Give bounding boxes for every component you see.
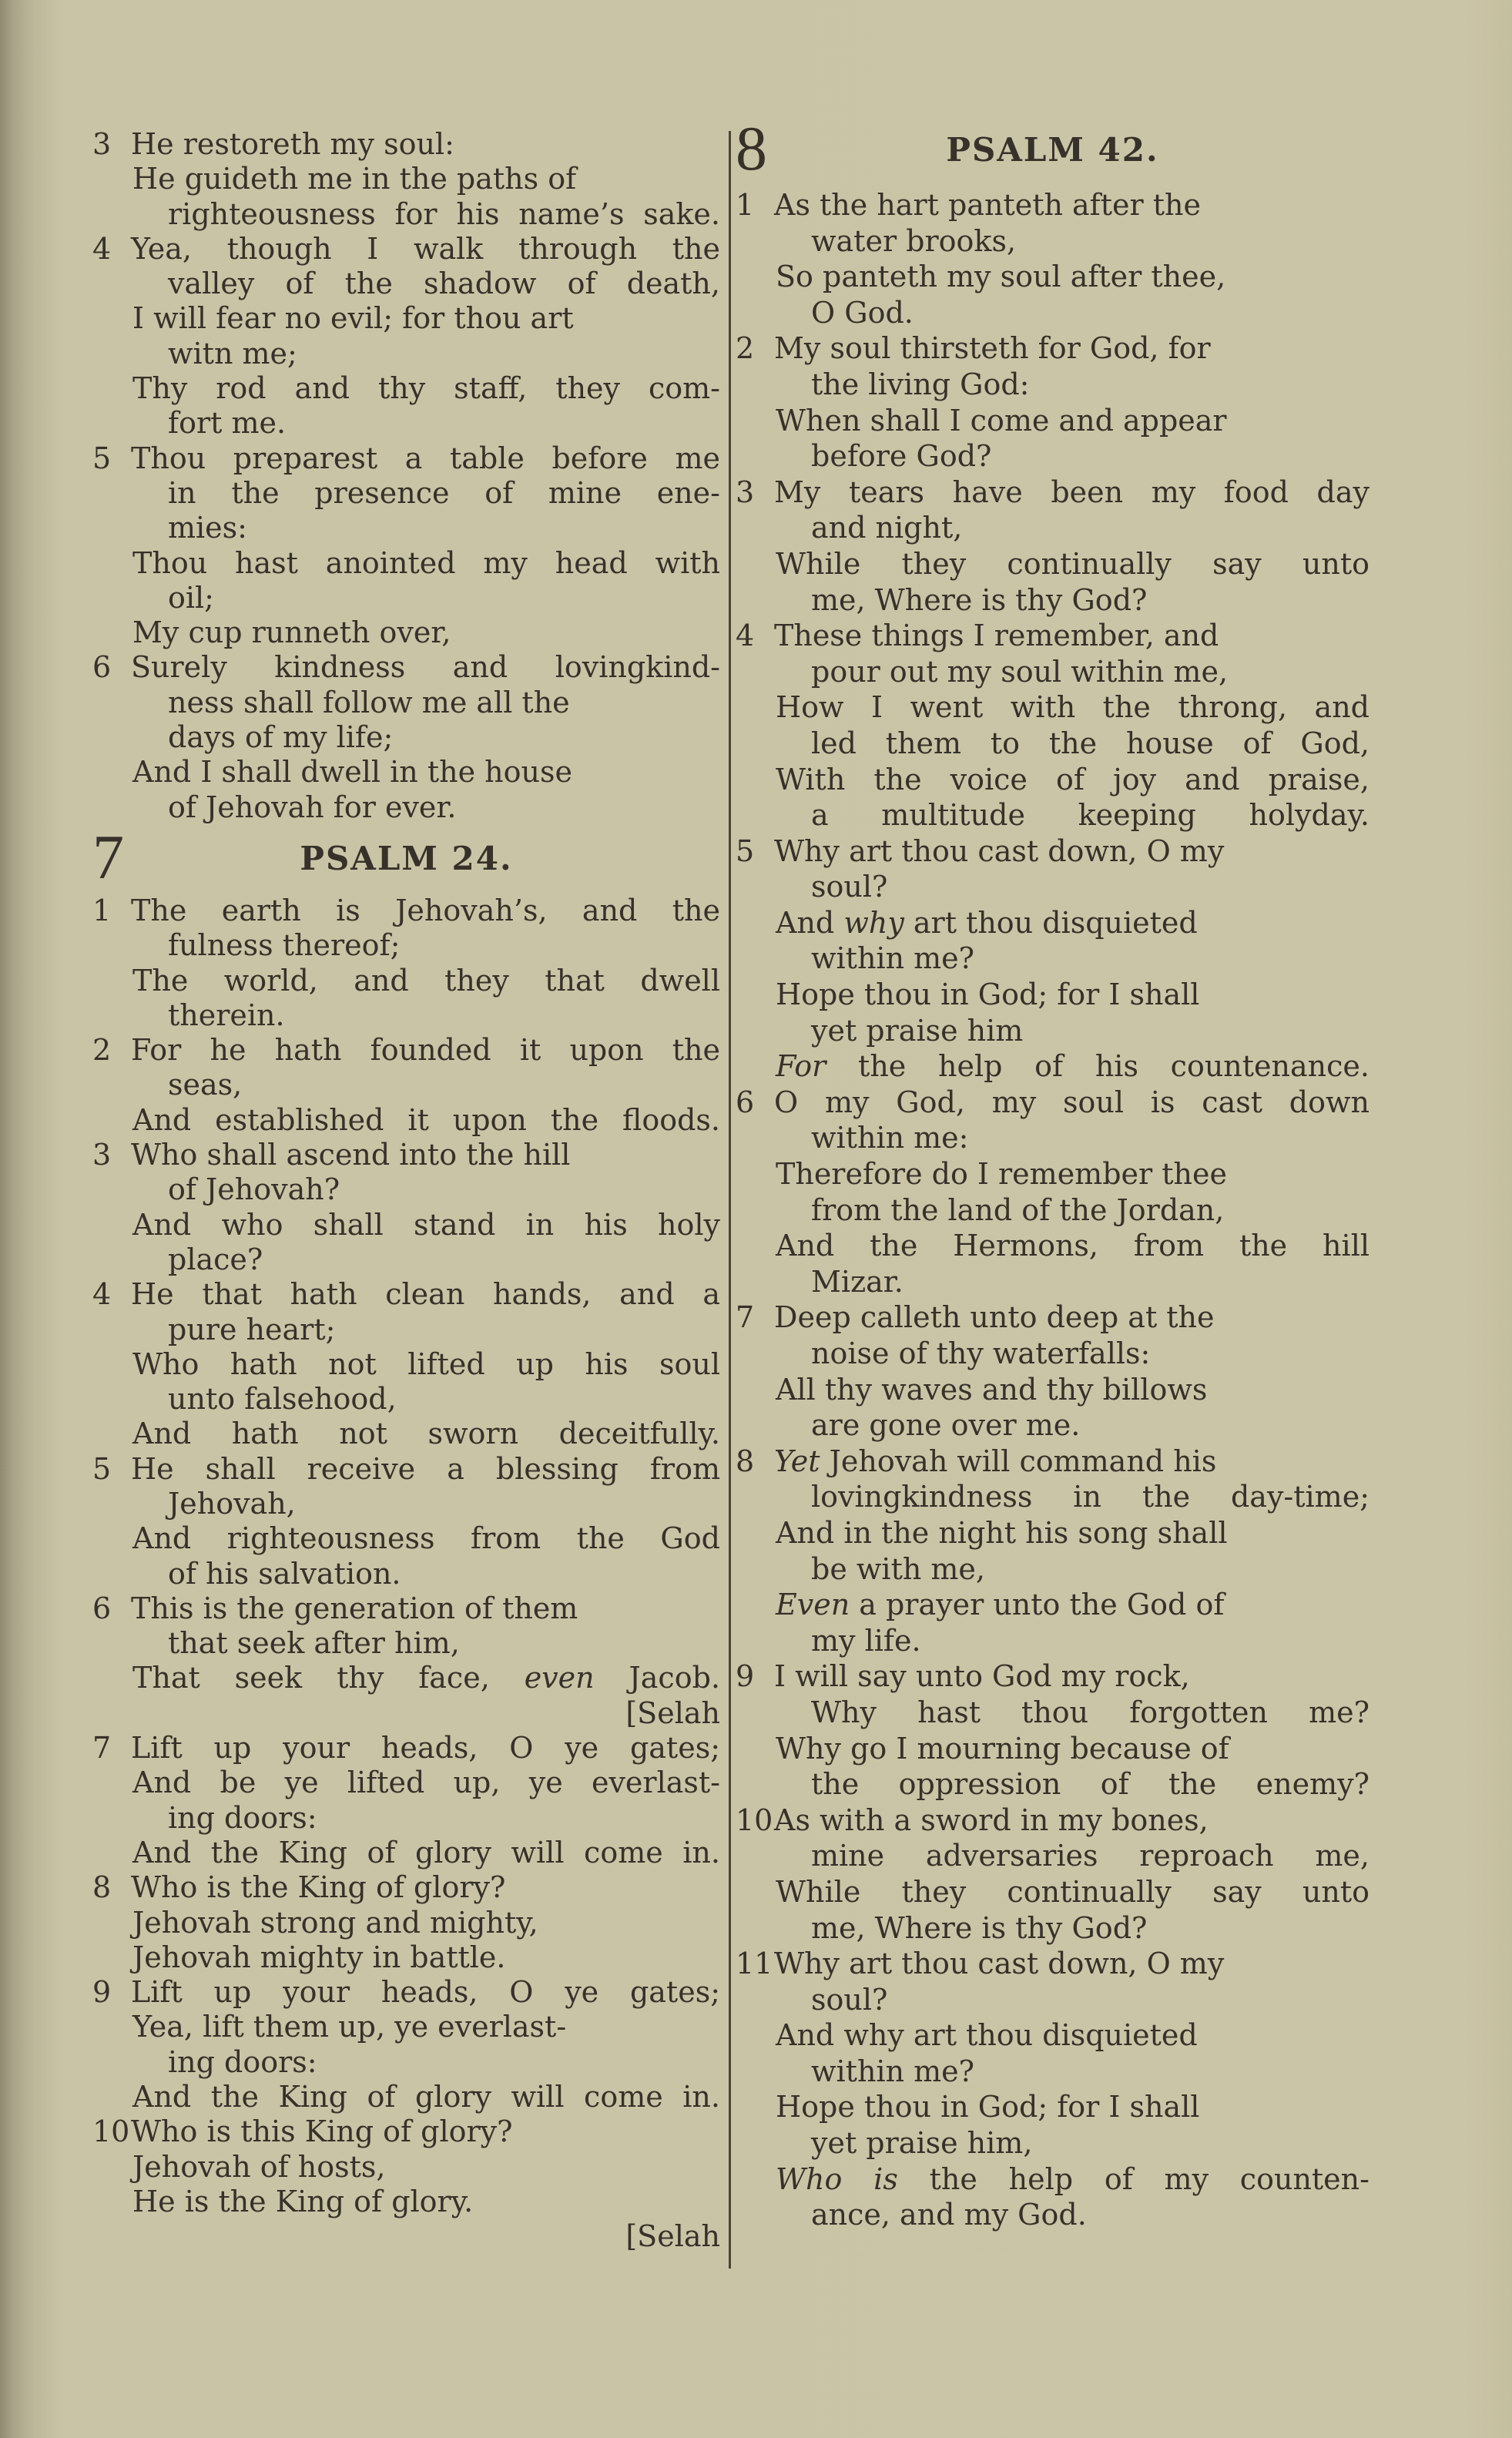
verse-text: O my God, my soul is cast down bbox=[774, 1085, 1370, 1119]
verse-line bbox=[736, 689, 1370, 726]
selah-mark bbox=[92, 1696, 720, 1731]
verse-text: Jehovah, bbox=[168, 1486, 296, 1521]
verse-text: And the Hermons, from the hill bbox=[776, 1229, 1370, 1263]
verse-text: When shall I come and appear bbox=[776, 403, 1227, 438]
verse-line bbox=[92, 1557, 720, 1591]
verse-line bbox=[92, 1033, 720, 1068]
verse-line bbox=[92, 2045, 720, 2080]
verse-line bbox=[92, 2150, 720, 2185]
psalm-heading bbox=[736, 113, 1370, 187]
verse-text bbox=[776, 906, 1198, 940]
verse-number: 9 bbox=[736, 1659, 755, 1694]
verse-line bbox=[92, 476, 720, 511]
right-column bbox=[736, 113, 1370, 2233]
verse-line bbox=[736, 1658, 1370, 1695]
verse-text: So panteth my soul after thee, bbox=[776, 260, 1226, 294]
verse-text: Why art thou cast down, O my bbox=[774, 833, 1225, 868]
verse-line bbox=[92, 2185, 720, 2219]
verse-text: All thy waves and thy billows bbox=[776, 1372, 1208, 1407]
verse-text bbox=[774, 1444, 1216, 1478]
verse-text: pour out my soul within me, bbox=[811, 654, 1229, 689]
verse-text: As with a sword in my bones, bbox=[774, 1803, 1209, 1837]
text-segment: Yet bbox=[774, 1444, 820, 1478]
verse-number: 5 bbox=[92, 441, 112, 475]
verse-line bbox=[92, 2114, 720, 2149]
verse-line bbox=[736, 1479, 1370, 1515]
verse-text: With the voice of joy and praise, bbox=[776, 762, 1370, 796]
verse-text: And I shall dwell in the house bbox=[132, 755, 572, 790]
verse-text: a multitude keeping holyday. bbox=[811, 798, 1370, 833]
verse-line bbox=[736, 1910, 1370, 1947]
verse-line bbox=[92, 1103, 720, 1138]
text-segment: why bbox=[843, 905, 904, 940]
verse-line bbox=[736, 546, 1370, 582]
verse-text: of Jehovah for ever. bbox=[168, 790, 457, 824]
verse-text: the living God: bbox=[811, 367, 1030, 401]
verse-text: place? bbox=[168, 1242, 263, 1276]
verse-text: Why art thou cast down, O my bbox=[774, 1947, 1225, 1981]
verse-text: Why hast thou forgotten me? bbox=[811, 1695, 1370, 1729]
verse-text: He restoreth my soul: bbox=[131, 127, 454, 161]
verse-text: in the presence of mine ene- bbox=[168, 475, 720, 510]
text-segment: even bbox=[524, 1661, 595, 1695]
verse-text: Lift up your heads, O ye gates; bbox=[131, 1975, 720, 2010]
verse-text: unto falsehood, bbox=[168, 1382, 397, 1417]
verse-line bbox=[92, 1626, 720, 1661]
verse-number: 3 bbox=[92, 127, 112, 161]
text-segment: art thou disquieted bbox=[904, 905, 1198, 940]
verse-line bbox=[92, 511, 720, 545]
verse-line bbox=[92, 928, 720, 963]
verse-text: yet praise him bbox=[811, 1013, 1024, 1048]
selah-mark bbox=[92, 2219, 720, 2254]
verse-text: me, Where is thy God? bbox=[811, 1910, 1148, 1945]
verse-number: 4 bbox=[736, 619, 755, 653]
verse-number: 8 bbox=[92, 1870, 112, 1905]
verse-text bbox=[776, 1588, 1224, 1621]
verse-text: And who shall stand in his holy bbox=[132, 1207, 720, 1242]
verse-line bbox=[736, 726, 1370, 762]
verse-text: Lift up your heads, O ye gates; bbox=[131, 1731, 720, 1766]
verse-line bbox=[736, 1120, 1370, 1156]
verse-text: be with me, bbox=[811, 1551, 985, 1586]
verse-line bbox=[92, 546, 720, 581]
verse-number: 2 bbox=[92, 1033, 112, 1068]
verse-text: therein. bbox=[168, 998, 285, 1032]
verse-line bbox=[736, 1551, 1370, 1588]
verse-text: Hope thou in God; for I shall bbox=[776, 978, 1200, 1012]
verse-text: valley of the shadow of death, bbox=[168, 267, 720, 301]
verse-line bbox=[92, 2080, 720, 2114]
verse-number: 7 bbox=[736, 1300, 755, 1335]
text-segment: Even bbox=[776, 1588, 850, 1622]
verse-line bbox=[736, 762, 1370, 798]
verse-text: my life. bbox=[811, 1623, 921, 1658]
verse-text: Who shall ascend into the hill bbox=[131, 1138, 571, 1172]
verse-line bbox=[736, 1444, 1370, 1480]
verse-line bbox=[92, 1661, 720, 1695]
verse-line bbox=[736, 2017, 1370, 2054]
verse-text: ance, and my God. bbox=[811, 2198, 1087, 2232]
verse-line bbox=[736, 1766, 1370, 1803]
verse-line bbox=[736, 941, 1370, 977]
verse-text: The earth is Jehovah’s, and the bbox=[131, 893, 720, 927]
verse-text: These things I remember, and bbox=[774, 619, 1219, 653]
verse-text: [Selah bbox=[625, 1695, 720, 1730]
verse-number: 7 bbox=[92, 1731, 112, 1766]
verse-text: He is the King of glory. bbox=[132, 2184, 474, 2218]
verse-text: from the land of the Jordan, bbox=[811, 1192, 1225, 1227]
text-segment: a prayer unto the God of bbox=[850, 1588, 1225, 1622]
verse-line bbox=[92, 1766, 720, 1800]
verse-line bbox=[736, 367, 1370, 403]
text-segment: Jacob. bbox=[594, 1661, 720, 1695]
text-segment: For bbox=[776, 1049, 826, 1084]
verse-text: Deep calleth unto deep at the bbox=[774, 1300, 1215, 1335]
verse-line bbox=[736, 259, 1370, 295]
verse-line bbox=[92, 964, 720, 998]
verse-number: 3 bbox=[736, 475, 755, 509]
verse-line bbox=[736, 2054, 1370, 2090]
verse-text: For he hath founded it upon the bbox=[131, 1033, 720, 1068]
verse-line bbox=[92, 1068, 720, 1102]
verse-line bbox=[736, 2197, 1370, 2233]
verse-text: soul? bbox=[811, 1982, 888, 2017]
verse-text: noise of thy waterfalls: bbox=[811, 1336, 1151, 1370]
verse-text: Who hath not lifted up his soul bbox=[132, 1346, 720, 1381]
verse-text: The world, and they that dwell bbox=[132, 963, 720, 998]
verse-number: 4 bbox=[92, 1277, 112, 1312]
verse-text: I will say unto God my rock, bbox=[774, 1659, 1190, 1694]
verse-line bbox=[736, 2089, 1370, 2125]
verse-line bbox=[736, 1264, 1370, 1300]
text-segment: the help of his countenance. bbox=[826, 1049, 1370, 1084]
verse-number: 5 bbox=[736, 833, 755, 868]
verse-line bbox=[92, 998, 720, 1033]
verse-line bbox=[736, 223, 1370, 260]
verse-text: led them to the house of God, bbox=[811, 726, 1370, 760]
verse-line bbox=[736, 2161, 1370, 2198]
verse-line bbox=[92, 1242, 720, 1277]
verse-text: My soul thirsteth for God, for bbox=[774, 331, 1211, 366]
column-divider bbox=[729, 131, 731, 2269]
section-number: 8 bbox=[736, 113, 767, 183]
verse-line bbox=[736, 1695, 1370, 1731]
psalm-heading bbox=[92, 821, 720, 894]
verse-line bbox=[736, 618, 1370, 654]
verse-line bbox=[92, 337, 720, 371]
verse-line bbox=[92, 267, 720, 301]
verse-number: 1 bbox=[92, 893, 112, 927]
verse-line bbox=[736, 475, 1370, 511]
verse-number: 6 bbox=[92, 1591, 112, 1625]
verse-text: O God. bbox=[811, 295, 914, 330]
verse-text: And righteousness from the God bbox=[132, 1521, 720, 1556]
psalm-title: PSALM 42. bbox=[946, 131, 1159, 169]
verse-line bbox=[736, 654, 1370, 690]
verse-line bbox=[736, 1838, 1370, 1874]
verse-text: me, Where is thy God? bbox=[811, 582, 1148, 617]
text-segment: the help of my counten- bbox=[897, 2161, 1370, 2196]
verse-text: Thy rod and thy staff, they com- bbox=[132, 371, 720, 406]
verse-text: This is the generation of them bbox=[131, 1591, 578, 1625]
verse-line bbox=[92, 790, 720, 825]
verse-text: Surely kindness and lovingkind- bbox=[131, 650, 720, 685]
verse-line bbox=[736, 833, 1370, 870]
verse-text: within me? bbox=[811, 941, 975, 976]
verse-text: And established it upon the floods. bbox=[132, 1102, 720, 1137]
verse-text: While they continually say unto bbox=[776, 1874, 1370, 1909]
verse-text: I will fear no evil; for thou art bbox=[132, 301, 574, 336]
verse-text: water brooks, bbox=[811, 223, 1017, 258]
verse-line bbox=[92, 1347, 720, 1382]
verse-line bbox=[736, 1982, 1370, 2018]
verse-text: He shall receive a blessing from bbox=[131, 1451, 720, 1486]
verse-number: 6 bbox=[736, 1085, 755, 1119]
verse-line bbox=[736, 438, 1370, 475]
verse-line bbox=[736, 1515, 1370, 1551]
verse-text: My cup runneth over, bbox=[132, 615, 451, 650]
verse-text: Why go I mourning because of bbox=[776, 1731, 1229, 1766]
verse-number: 1 bbox=[736, 188, 755, 222]
verse-text: And hath not sworn deceitfully. bbox=[132, 1417, 720, 1451]
verse-text: And why art thou disquieted bbox=[776, 2018, 1198, 2053]
verse-text: before God? bbox=[811, 439, 992, 474]
verse-text: Hope thou in God; for I shall bbox=[776, 2090, 1200, 2124]
verse-text: Jehovah strong and mighty, bbox=[132, 1905, 538, 1940]
verse-text: oil; bbox=[168, 580, 214, 615]
verse-line bbox=[92, 1836, 720, 1870]
verse-text: As the hart panteth after the bbox=[774, 188, 1201, 222]
verse-line bbox=[92, 371, 720, 406]
verse-line bbox=[736, 330, 1370, 367]
verse-line bbox=[736, 1372, 1370, 1408]
verse-line bbox=[736, 869, 1370, 905]
verse-line bbox=[736, 1731, 1370, 1767]
verse-text: lovingkindness in the day-time; bbox=[811, 1480, 1370, 1514]
verse-text: ing doors: bbox=[168, 1800, 317, 1835]
verse-line bbox=[92, 197, 720, 232]
verse-text: of his salvation. bbox=[168, 1556, 401, 1591]
verse-line bbox=[736, 905, 1370, 941]
verse-line bbox=[736, 1874, 1370, 1910]
verse-text: And the King of glory will come in. bbox=[132, 1835, 720, 1870]
verse-line bbox=[92, 1487, 720, 1521]
verse-text: Jehovah mighty in battle. bbox=[132, 1940, 506, 1974]
verse-number: 2 bbox=[736, 331, 755, 366]
verse-line bbox=[92, 1801, 720, 1836]
verse-text: And be ye lifted up, ye everlast- bbox=[132, 1766, 720, 1800]
verse-line bbox=[736, 1587, 1370, 1623]
verse-text: While they continually say unto bbox=[776, 546, 1370, 581]
verse-line bbox=[92, 162, 720, 196]
verse-line bbox=[736, 1013, 1370, 1049]
verse-text bbox=[776, 2162, 1370, 2196]
text-segment: Who is bbox=[776, 2161, 898, 2196]
verse-line bbox=[92, 650, 720, 685]
verse-text: ing doors: bbox=[168, 2044, 317, 2079]
verse-text: seas, bbox=[168, 1068, 243, 1102]
verse-line bbox=[736, 187, 1370, 223]
verse-text: Mizar. bbox=[811, 1264, 904, 1299]
verse-text: soul? bbox=[811, 870, 888, 904]
verse-text: that seek after him, bbox=[168, 1626, 460, 1661]
verse-number: 10 bbox=[92, 2114, 130, 2149]
verse-line bbox=[92, 1208, 720, 1242]
verse-line bbox=[92, 301, 720, 336]
verse-text: Who is the King of glory? bbox=[131, 1870, 506, 1905]
section-number: 7 bbox=[92, 821, 124, 892]
verse-number: 3 bbox=[92, 1138, 112, 1172]
verse-number: 8 bbox=[736, 1444, 755, 1478]
verse-line bbox=[92, 1172, 720, 1207]
verse-line bbox=[736, 797, 1370, 833]
verse-line bbox=[736, 1623, 1370, 1659]
verse-text: He guideth me in the paths of bbox=[132, 162, 577, 196]
verse-text: He that hath clean hands, and a bbox=[131, 1277, 720, 1312]
verse-line bbox=[736, 1946, 1370, 1982]
verse-number: 6 bbox=[92, 650, 112, 685]
verse-text bbox=[132, 1661, 720, 1695]
verse-line bbox=[736, 510, 1370, 546]
verse-line bbox=[92, 441, 720, 476]
verse-text: My tears have been my food day bbox=[774, 475, 1370, 509]
verse-line bbox=[736, 1048, 1370, 1085]
verse-line bbox=[92, 1940, 720, 1975]
verse-line bbox=[92, 127, 720, 162]
verse-line bbox=[736, 2125, 1370, 2161]
verse-text: mine adversaries reproach me, bbox=[811, 1839, 1370, 1873]
verse-line bbox=[736, 582, 1370, 619]
verse-text: yet praise him, bbox=[811, 2126, 1033, 2161]
verse-text: mies: bbox=[168, 511, 247, 545]
psalm-title: PSALM 24. bbox=[300, 839, 513, 877]
verse-line bbox=[736, 1192, 1370, 1229]
verse-line bbox=[92, 406, 720, 441]
verse-text bbox=[776, 1049, 1370, 1083]
verse-line bbox=[92, 1731, 720, 1766]
verse-line bbox=[736, 1156, 1370, 1192]
verse-text: within me: bbox=[811, 1121, 969, 1155]
verse-line bbox=[92, 1138, 720, 1172]
verse-line bbox=[92, 755, 720, 790]
verse-text: Yea, though I walk through the bbox=[131, 231, 720, 266]
verse-text: And the King of glory will come in. bbox=[132, 2080, 720, 2114]
verse-text: days of my life; bbox=[168, 720, 394, 755]
text-segment: And bbox=[776, 905, 844, 940]
verse-text: of Jehovah? bbox=[168, 1172, 340, 1207]
verse-number: 11 bbox=[736, 1947, 773, 1981]
verse-text: witn me; bbox=[168, 336, 297, 371]
verse-line bbox=[736, 1228, 1370, 1264]
verse-line bbox=[736, 295, 1370, 331]
verse-line bbox=[92, 1521, 720, 1556]
verse-text: Therefore do I remember thee bbox=[776, 1157, 1227, 1192]
verse-text: righteousness for his name’s sake. bbox=[168, 196, 720, 231]
verse-text: the oppression of the enemy? bbox=[811, 1767, 1370, 1802]
verse-line bbox=[92, 686, 720, 720]
verse-line bbox=[92, 1870, 720, 1905]
verse-text: fort me. bbox=[168, 406, 287, 441]
verse-line bbox=[736, 1336, 1370, 1372]
verse-line bbox=[736, 1299, 1370, 1336]
verse-line bbox=[736, 1085, 1370, 1121]
verse-line bbox=[92, 1382, 720, 1417]
verse-line bbox=[92, 581, 720, 615]
verse-line bbox=[92, 2010, 720, 2044]
left-column bbox=[92, 127, 720, 2255]
verse-text: [Selah bbox=[625, 2219, 720, 2254]
verse-line bbox=[92, 1452, 720, 1487]
verse-text: fulness thereof; bbox=[168, 928, 401, 963]
verse-line bbox=[736, 977, 1370, 1013]
verse-line bbox=[92, 232, 720, 267]
verse-text: How I went with the throng, and bbox=[776, 690, 1370, 725]
verse-line bbox=[92, 1277, 720, 1312]
verse-line bbox=[92, 1313, 720, 1347]
verse-number: 10 bbox=[736, 1803, 773, 1837]
verse-number: 9 bbox=[92, 1975, 112, 2010]
text-segment: Jehovah will command his bbox=[820, 1444, 1217, 1478]
verse-number: 4 bbox=[92, 231, 112, 266]
verse-line bbox=[92, 1417, 720, 1451]
verse-text: Who is this King of glory? bbox=[131, 2114, 513, 2149]
verse-text: pure heart; bbox=[168, 1312, 336, 1346]
verse-line bbox=[736, 403, 1370, 439]
verse-line bbox=[92, 1591, 720, 1626]
verse-text: within me? bbox=[811, 2054, 975, 2088]
text-segment: That seek thy face, bbox=[132, 1661, 525, 1695]
verse-line bbox=[92, 615, 720, 650]
verse-line bbox=[736, 1407, 1370, 1444]
verse-text: Thou hast anointed my head with bbox=[132, 545, 720, 580]
verse-text: Thou preparest a table before me bbox=[131, 441, 720, 475]
verse-text: Yea, lift them up, ye everlast- bbox=[132, 2010, 567, 2044]
verse-text: are gone over me. bbox=[811, 1408, 1081, 1443]
verse-line bbox=[92, 720, 720, 755]
verse-text: Jehovah of hosts, bbox=[132, 2149, 386, 2184]
verse-text: ness shall follow me all the bbox=[168, 685, 570, 719]
verse-line bbox=[92, 894, 720, 928]
verse-line bbox=[92, 1975, 720, 2010]
verse-number: 5 bbox=[92, 1451, 112, 1486]
verse-line bbox=[736, 1803, 1370, 1839]
verse-text: and night, bbox=[811, 511, 963, 545]
verse-line bbox=[92, 1906, 720, 1940]
verse-text: And in the night his song shall bbox=[776, 1515, 1228, 1550]
